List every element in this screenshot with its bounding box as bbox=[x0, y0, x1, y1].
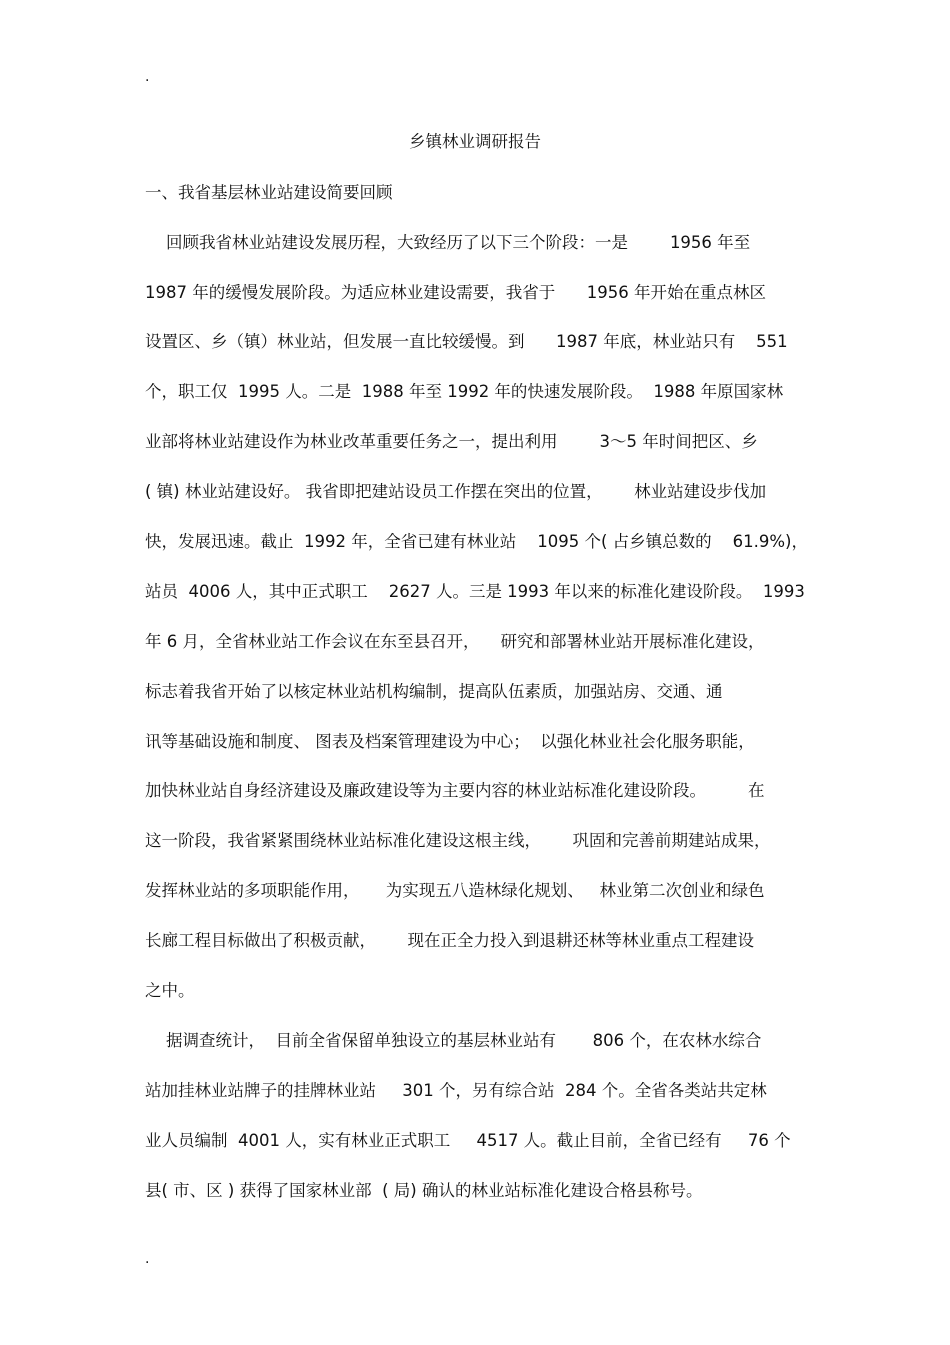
paragraph-line: 长廊工程目标做出了积极贡献， 现在正全力投入到退耕还林等林业重点工程建设 bbox=[145, 931, 754, 950]
page-marker-bottom: . bbox=[145, 1251, 150, 1267]
paragraph-line: 县( 市、区 ) 获得了国家林业部 ( 局) 确认的林业站标准化建设合格县称号。 bbox=[145, 1181, 703, 1200]
paragraph-line: 之中。 bbox=[145, 981, 195, 1000]
paragraph-line: 快，发展迅速。截止 1992 年，全省已建有林业站 1095 个( 占乡镇总数的 61.9%)， bbox=[145, 532, 808, 551]
paragraph-line: 业人员编制 4001 人，实有林业正式职工 4517 人。截止目前，全省已经有 76 个 bbox=[145, 1131, 791, 1150]
paragraph-line: 发挥林业站的多项职能作用， 为实现五八造林绿化规划、 林业第二次创业和绿色 bbox=[145, 881, 765, 900]
paragraph-line: ( 镇) 林业站建设好。 我省即把建站设员工作摆在突出的位置， 林业站建设步伐加 bbox=[145, 482, 767, 501]
paragraph-line: 年 6 月，全省林业站工作会议在东至县召开， 研究和部署林业站开展标准化建设， bbox=[145, 632, 765, 651]
paragraph-line: 站加挂林业站牌子的挂牌林业站 301 个，另有综合站 284 个。全省各类站共定林 bbox=[145, 1081, 767, 1100]
paragraph-line: 标志着我省开始了以核定林业站机构编制，提高队伍素质，加强站房、交通、通 bbox=[145, 682, 723, 701]
paragraph-line: 设置区、乡（镇）林业站，但发展一直比较缓慢。到 1987 年底，林业站只有 551 bbox=[145, 332, 788, 351]
paragraph-line: 据调查统计， 目前全省保留单独设立的基层林业站有 806 个，在农林水综合 bbox=[145, 1031, 762, 1050]
document-title: 乡镇林业调研报告 bbox=[409, 132, 541, 151]
paragraph-line: 加快林业站自身经济建设及廉政建设等为主要内容的林业站标准化建设阶段。 在 bbox=[145, 781, 765, 800]
paragraph-line: 业部将林业站建设作为林业改革重要任务之一，提出利用 3～5 年时间把区、乡 bbox=[145, 432, 758, 451]
paragraph-line: 回顾我省林业站建设发展历程，大致经历了以下三个阶段：一是 1956 年至 bbox=[145, 233, 751, 252]
paragraph-line: 讯等基础设施和制度、 图表及档案管理建设为中心； 以强化林业社会化服务职能， bbox=[145, 732, 755, 751]
paragraph-line: 这一阶段，我省紧紧围绕林业站标准化建设这根主线， 巩固和完善前期建站成果， bbox=[145, 831, 771, 850]
paragraph-line: 1987 年的缓慢发展阶段。为适应林业建设需要，我省于 1956 年开始在重点林区 bbox=[145, 283, 766, 302]
paragraph-line: 个，职工仅 1995 人。二是 1988 年至 1992 年的快速发展阶段。 1988 年原国家林 bbox=[145, 382, 784, 401]
section-heading: 一、我省基层林业站建设简要回顾 bbox=[145, 183, 393, 202]
page-marker-top: . bbox=[145, 69, 150, 85]
paragraph-line: 站员 4006 人，其中正式职工 2627 人。三是 1993 年以来的标准化建设阶段。 1993 bbox=[145, 582, 805, 601]
